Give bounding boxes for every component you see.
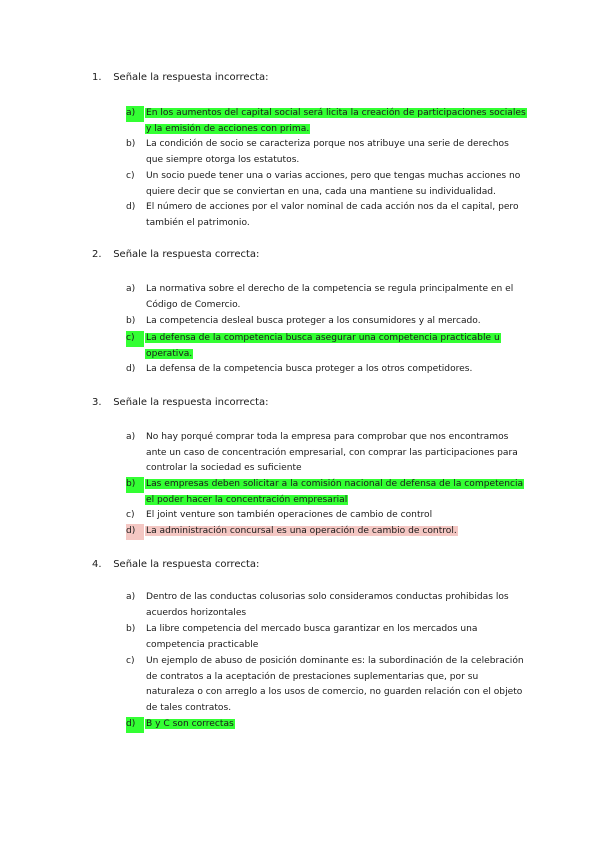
option-text <box>145 200 526 231</box>
option-d <box>126 717 526 733</box>
option-letter: a) <box>126 106 144 122</box>
option-letter: d) <box>126 364 136 374</box>
option-text <box>145 717 526 733</box>
option-text <box>145 590 526 621</box>
option-text-content: Un socio puede tener una o varias acciones, pero que tengas muchas acciones no quiere decir que se conviertan en una, cada una mantiene su individualidad. <box>146 171 521 197</box>
option-a <box>126 282 526 313</box>
question-title: Señale la respuesta correcta: <box>113 249 260 260</box>
option-text-content: La competencia desleal busca proteger a los consumidores y al mercado. <box>146 316 481 326</box>
question-number: 4. <box>92 559 102 570</box>
option-text-content: B y C son correctas <box>146 719 234 729</box>
option-text-content: La condición de socio se caracteriza porque nos atribuye una serie de derechos que siempre otorga los estatutos. <box>146 139 509 165</box>
option-text <box>145 430 526 477</box>
option-letter: d) <box>126 202 136 212</box>
option-c <box>126 508 526 524</box>
option-letter: b) <box>126 624 136 634</box>
option-text-content: No hay porqué comprar toda la empresa para comprobar que nos encontramos ante un caso de concentración empresarial, con comprar las participaciones para controlar la sociedad es suficiente <box>146 432 518 474</box>
option-letter: a) <box>126 592 136 602</box>
option-d <box>126 200 526 231</box>
option-a <box>126 430 526 477</box>
option-text-content: El número de acciones por el valor nominal de cada acción nos da el capital, pero también el patrimonio. <box>146 202 519 228</box>
option-d <box>126 524 526 540</box>
question-title: Señale la respuesta correcta: <box>113 559 260 570</box>
option-text-content: Las empresas deben solicitar a la comisión nacional de defensa de la competencia el poder hacer la concentración empresarial <box>146 479 524 505</box>
option-letter: a) <box>126 432 136 442</box>
option-text <box>145 331 526 362</box>
option-text-content: Un ejemplo de abuso de posición dominante es: la subordinación de la celebración de contratos a la aceptación de prestaciones suplementarias que, por su naturaleza o con arreglo a los usos de comercio, no guarden relación con el objeto de tales contratos. <box>146 656 524 714</box>
option-text <box>145 622 526 653</box>
option-letter: c) <box>126 510 135 520</box>
option-text <box>145 477 526 508</box>
option-text <box>145 106 526 137</box>
option-text <box>145 169 526 200</box>
option-text <box>145 282 526 313</box>
option-b <box>126 314 526 330</box>
option-letter: a) <box>126 284 136 294</box>
option-letter: b) <box>126 477 144 493</box>
option-text-content: La defensa de la competencia busca asegurar una competencia practicable u operativa. <box>146 333 500 359</box>
option-text-content: El joint venture son también operaciones de cambio de control <box>146 510 433 520</box>
option-b <box>126 477 526 508</box>
option-a <box>126 106 526 137</box>
option-letter: b) <box>126 316 136 326</box>
question-title: Señale la respuesta incorrecta: <box>113 397 269 408</box>
option-text-content: La normativa sobre el derecho de la competencia se regula principalmente en el Código de Comercio. <box>146 284 514 310</box>
option-letter: c) <box>126 171 135 181</box>
question-header <box>92 248 259 262</box>
option-letter: c) <box>126 656 135 666</box>
option-text-content: Dentro de las conductas colusorias solo consideramos conductas prohibidas los acuerdos horizontales <box>146 592 509 618</box>
question-number: 1. <box>92 72 102 83</box>
option-b <box>126 622 526 653</box>
option-text <box>145 524 526 540</box>
question-header <box>92 71 269 85</box>
option-b <box>126 137 526 168</box>
option-c <box>126 169 526 200</box>
question-number: 3. <box>92 397 102 408</box>
option-a <box>126 590 526 621</box>
option-d <box>126 362 526 378</box>
option-text-content: La libre competencia del mercado busca garantizar en los mercados una competencia practicable <box>146 624 478 650</box>
option-text <box>145 654 526 717</box>
option-letter: b) <box>126 139 136 149</box>
option-c <box>126 331 526 362</box>
option-text-content: La administración concursal es una operación de cambio de control. <box>146 526 457 536</box>
option-c <box>126 654 526 717</box>
option-text-content: La defensa de la competencia busca proteger a los otros competidores. <box>146 364 473 374</box>
option-letter: c) <box>126 331 144 347</box>
question-header <box>92 558 259 572</box>
option-letter: d) <box>126 717 144 733</box>
option-text <box>145 137 526 168</box>
question-header <box>92 396 269 410</box>
option-text <box>145 314 526 330</box>
question-title: Señale la respuesta incorrecta: <box>113 72 269 83</box>
question-number: 2. <box>92 249 102 260</box>
option-text-content: En los aumentos del capital social será licita la creación de participaciones sociales y la emisión de acciones con prima. <box>146 108 526 134</box>
option-text <box>145 508 526 524</box>
option-text <box>145 362 526 378</box>
option-letter: d) <box>126 524 144 540</box>
